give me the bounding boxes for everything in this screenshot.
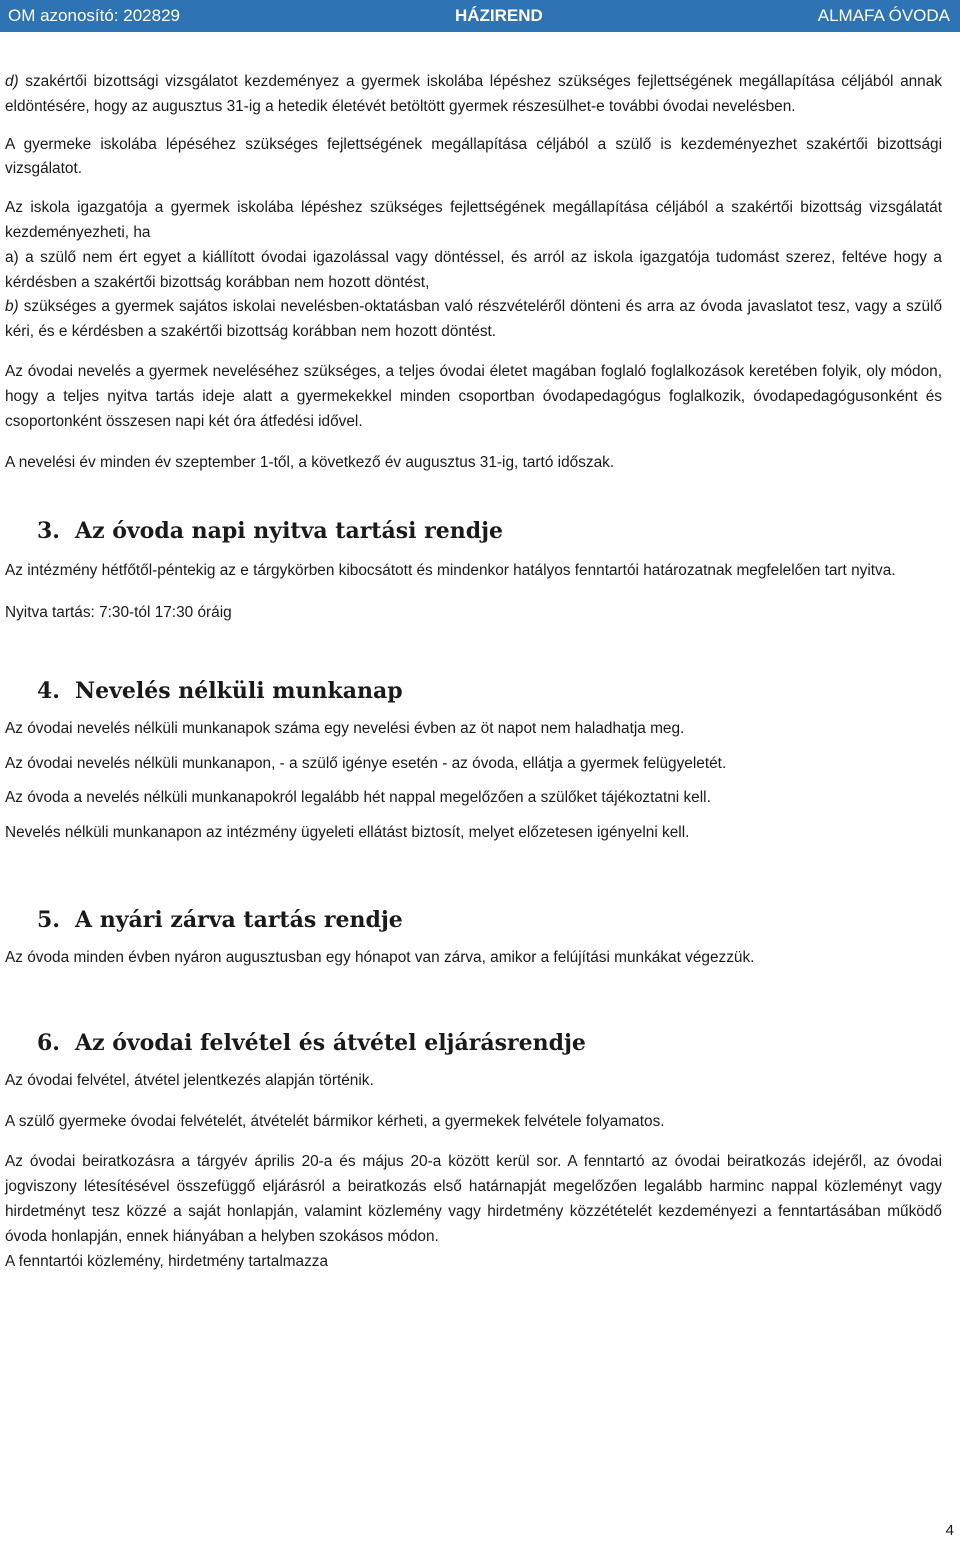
paragraph-education: Az óvodai nevelés a gyermek neveléséhez szükséges, a teljes óvodai életet magában foglaló foglalkozások keretében folyik, oly módon, hogy a teljes nyitva tartás ideje alatt a gyermekekkel minden csoportban óvodapedagógus foglalkozik, óvodapedagógusonként és csoportonként összesen napi két óra átfedési idővel. (5, 362, 942, 430)
section-4-para-1: Az óvodai nevelés nélküli munkanapok száma egy nevelési évben az öt napot nem haladhatja meg. (5, 719, 685, 737)
section-5-para-1: Az óvoda minden évben nyáron augusztusban egy hónapot van zárva, amikor a felújítási munkákat végezzük. (5, 948, 755, 966)
section-4-para-3: Az óvoda a nevelés nélküli munkanapokról legalább hét nappal megelőzően a szülőket tájékoztatni kell. (5, 789, 711, 807)
header-title: HÁZIREND (454, 6, 543, 25)
paragraph-d (5, 70, 942, 120)
item-text-d: szakértői bizottsági vizsgálatot kezdeményez a gyermek iskolába lépéshez szükséges fejlettségének megállapítása céljából annak eldöntésére, hogy az augusztus 31-ig a hetedik életévét betöltött gyermek részesülhet-e további óvodai nevelésben. (5, 73, 942, 115)
paragraph-educational-year: A nevelési év minden év szeptember 1-től, a következő év augusztus 31-ig, tartó időszak. (5, 454, 615, 472)
section-4-para-2: Az óvodai nevelés nélküli munkanapon, - a szülő igénye esetén - az óvoda, ellátja a gyermek felügyeletét. (5, 754, 727, 772)
section-6-para-3: Az óvodai beiratkozásra a tárgyév április 20-a és május 20-a között kerül sor. A fenntartó az óvodai beiratkozás idejéről, az óvodai jogviszony létesítésével összefüggő eljárásról a beiratkozás első határnapját megelőzően legalább harminc nappal közleményt vagy hirdetményt tesz közzé a saját honlapján, valamint közlemény vagy hirdetmény közzétételét kezdeményezi a fenntartásában működő óvoda honlapján, ennek hiányában a helyben szokásos módon. (5, 1153, 942, 1245)
item-label-d: d) (5, 73, 19, 90)
page-header (0, 0, 960, 32)
section-title-6: Az óvodai felvétel és átvétel eljárásrendje (75, 1029, 586, 1056)
section-number-6: 6. (37, 1029, 60, 1056)
section-title-4: Nevelés nélküli munkanap (75, 677, 403, 704)
section-number-3: 3. (37, 518, 60, 545)
item-text-b: szükséges a gyermek sajátos iskolai nevelésben-oktatásban való részvételéről dönteni és arra az óvoda javaslatot tesz, vagy a szülő kéri, és e kérdésben a szakértői bizottság korábban nem hozott döntést. (5, 298, 942, 341)
section-title-5: A nyári zárva tartás rendje (75, 906, 403, 933)
page-number: 4 (945, 1522, 954, 1539)
section-heading-4 (5, 677, 942, 705)
section-6-para-1: Az óvodai felvétel, átvétel jelentkezés alapján történik. (5, 1071, 374, 1089)
section-heading-6 (5, 1029, 942, 1057)
section-heading-3 (5, 517, 942, 545)
section-3-para-1: Az intézmény hétfőtől-péntekig az e tárgykörben kibocsátott és mindenkor hatályos fenntartói határozatnak megfelelően tart nyitva. (5, 562, 896, 580)
item-label-b: b) (5, 298, 19, 316)
section-title-3: Az óvoda napi nyitva tartási rendje (75, 518, 504, 545)
section-number-4: 4. (37, 677, 60, 704)
section-6-para-4: A fenntartói közlemény, hirdetmény tartalmazza (5, 1252, 329, 1270)
section-6-para-2: A szülő gyermeke óvodai felvételét, átvételét bármikor kérheti, a gyermekek felvétele folyamatos. (5, 1112, 665, 1130)
section-heading-5 (5, 906, 942, 934)
section-4-para-4: Nevelés nélküli munkanapon az intézmény ügyeleti ellátást biztosít, melyet előzetesen igényelni kell. (5, 824, 690, 842)
document-body (5, 70, 942, 1274)
paragraph-director-intro: Az iskola igazgatója a gyermek iskolába lépéshez szükséges fejlettségének megállapítása céljából a szakértői bizottság vizsgálatát kezdeményezheti, ha (5, 199, 942, 241)
paragraph-parent-initiative: A gyermeke iskolába lépéséhez szükséges fejlettségének megállapítása céljából a szülő is kezdeményezhet szakértői bizottsági vizsgálatot. (5, 135, 942, 178)
section-number-5: 5. (37, 906, 60, 933)
header-om-id: OM azonosító: 202829 (8, 6, 181, 25)
section-3-para-2: Nyitva tartás: 7:30-tól 17:30 óráig (5, 603, 232, 621)
paragraph-item-a: a) a szülő nem ért egyet a kiállított óvodai igazolással vagy döntéssel, és arról az iskola igazgatója tudomást szerez, feltéve hogy a kérdésben a szakértői bizottság korábban nem hozott döntést, (5, 248, 942, 291)
paragraph-item-b (5, 295, 942, 345)
header-institution: ALMAFA ÓVODA (817, 6, 950, 25)
